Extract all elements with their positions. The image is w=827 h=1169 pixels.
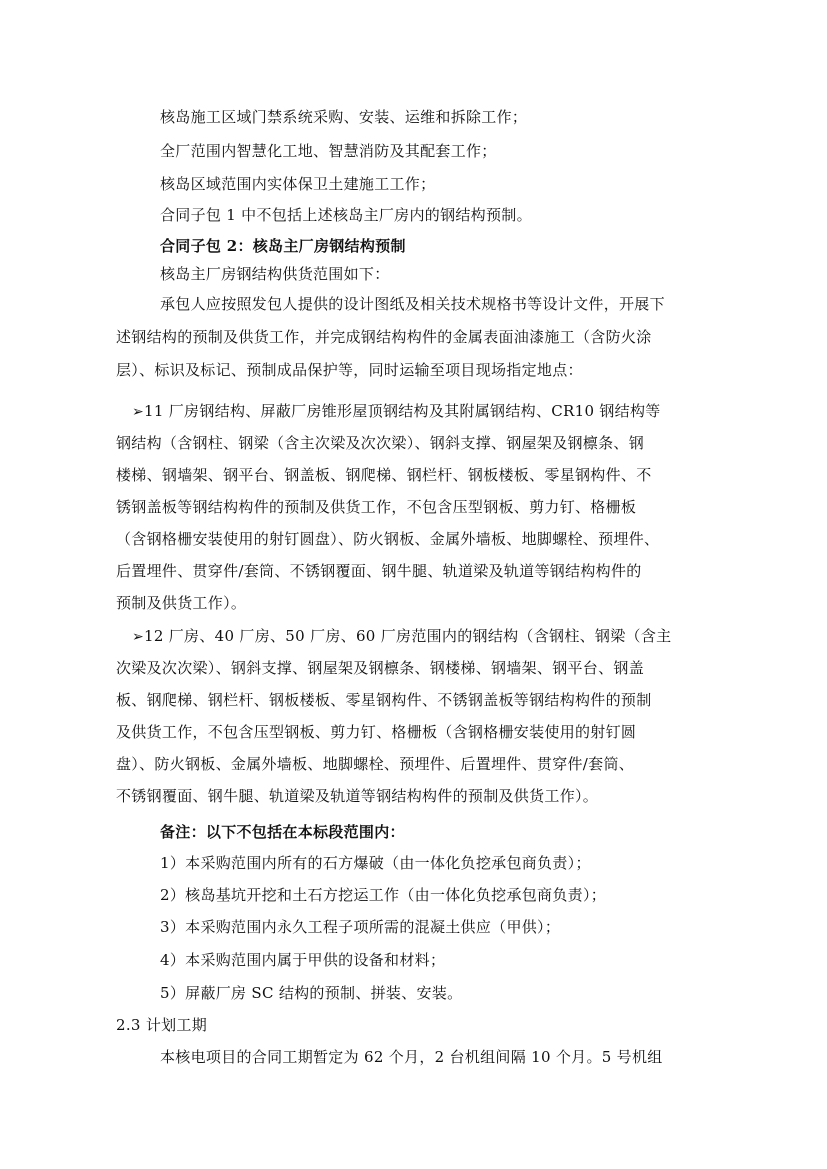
bullet-item-1 <box>132 401 661 422</box>
remark-item-2: 2）核岛基坑开挖和土石方挖运工作（由一体化负挖承包商负责）； <box>160 886 607 904</box>
arrow-bullet-icon: ➢ <box>132 404 145 420</box>
bullet-line: 板、钢爬梯、钢栏杆、钢板楼板、零星钢构件、不锈钢盖板等钢结构构件的预制 <box>116 691 652 709</box>
paragraph-line: 层）、标识及标记、预制成品保护等，同时运输至项目现场指定地点： <box>116 361 583 379</box>
bullet-line: 及供货工作，不包含压型钢板、剪力钉、格栅板（含钢格栅安装使用的射钉圆 <box>116 723 637 741</box>
bullet-line: 楼梯、钢墙架、钢平台、钢盖板、钢爬梯、钢栏杆、钢板楼板、零星钢构件、不 <box>116 466 652 484</box>
paragraph-line: 述钢结构的预制及供货工作，并完成钢结构构件的金属表面油漆施工（含防火涂 <box>116 328 652 346</box>
bullet-text: 12 厂房、40 厂房、50 厂房、60 厂房范围内的钢结构（含钢柱、钢梁（含主 <box>144 627 672 645</box>
scope-line-smart-site: 全厂范围内智慧化工地、智慧消防及其配套工作； <box>160 142 497 160</box>
scope-line-security-civil: 核岛区域范围内实体保卫土建施工工作； <box>160 175 436 193</box>
arrow-bullet-icon: ➢ <box>132 629 145 645</box>
bullet-line: 预制及供货工作）。 <box>116 594 247 612</box>
bullet-text: 11 厂房钢结构、屏蔽厂房锥形屋顶钢结构及其附属钢结构、CR10 钢结构等 <box>144 402 661 420</box>
bullet-line: 后置埋件、贯穿件/套筒、不锈钢覆面、钢牛腿、轨道梁及轨道等钢结构构件的 <box>116 562 642 580</box>
bullet-line: 钢结构（含钢柱、钢梁（含主次梁及次次梁）、钢斜支撑、钢屋架及钢檩条、钢 <box>116 434 645 452</box>
scope-line-exclusion: 合同子包 1 中不包括上述核岛主厂房内的钢结构预制。 <box>160 206 532 224</box>
supply-scope-intro: 核岛主厂房钢结构供货范围如下： <box>160 265 390 283</box>
bullet-line: （含钢格栅安装使用的射钉圆盘）、防火钢板、金属外墙板、地脚螺栓、预埋件、 <box>116 530 660 548</box>
subpackage-2-heading: 合同子包 2：核岛主厂房钢结构预制 <box>160 237 406 255</box>
remarks-heading: 备注：以下不包括在本标段范围内： <box>160 823 405 841</box>
bullet-item-2 <box>132 626 671 647</box>
paragraph-line: 承包人应按照发包人提供的设计图纸及相关技术规格书等设计文件，开展下 <box>160 295 665 313</box>
bullet-line: 锈钢盖板等钢结构构件的预制及供货工作，不包含压型钢板、剪力钉、格栅板 <box>116 498 637 516</box>
remark-item-1: 1）本采购范围内所有的石方爆破（由一体化负挖承包商负责）； <box>160 854 591 872</box>
bullet-line: 盘）、防火钢板、金属外墙板、地脚螺栓、预埋件、后置埋件、贯穿件/套筒、 <box>116 755 635 773</box>
schedule-paragraph-line: 本核电项目的合同工期暂定为 62 个月，2 台机组间隔 10 个月。5 号机组 <box>160 1048 663 1066</box>
remark-item-3: 3）本采购范围内永久工程子项所需的混凝土供应（甲供）； <box>160 918 561 936</box>
section-heading-2-3: 2.3 计划工期 <box>116 1016 208 1034</box>
bullet-line: 不锈钢覆面、钢牛腿、轨道梁及轨道等钢结构构件的预制及供货工作）。 <box>116 787 599 805</box>
remark-item-5: 5）屏蔽厂房 SC 结构的预制、拼装、安装。 <box>160 984 463 1002</box>
remark-item-4: 4）本采购范围内属于甲供的设备和材料； <box>160 951 446 969</box>
scope-line-access-control: 核岛施工区域门禁系统采购、安装、运维和拆除工作； <box>160 108 528 126</box>
bullet-line: 次梁及次次梁）、钢斜支撑、钢屋架及钢檩条、钢楼梯、钢墙架、钢平台、钢盖 <box>116 659 645 677</box>
